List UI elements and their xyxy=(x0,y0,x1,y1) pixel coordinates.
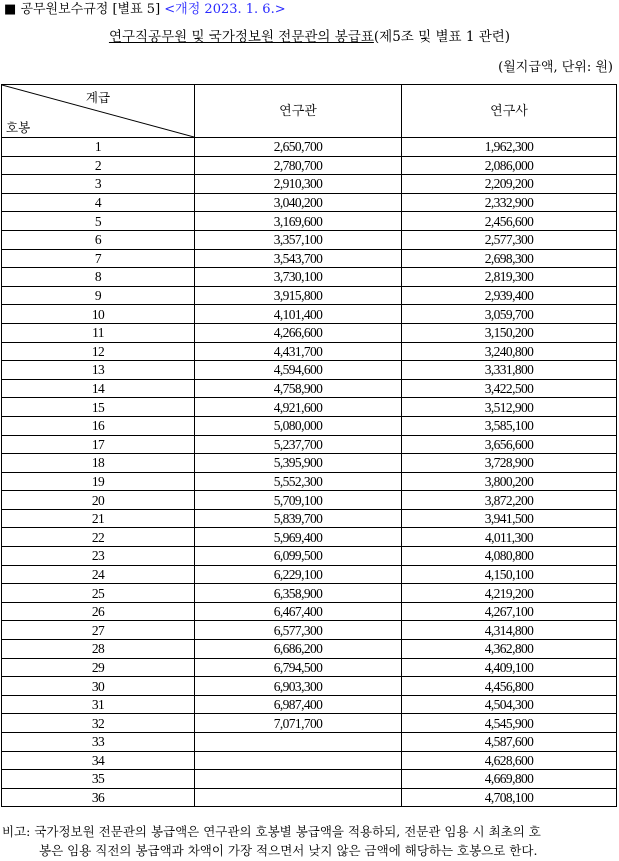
researcher-salary-cell: 3,512,900 xyxy=(402,398,617,417)
table-row xyxy=(2,640,617,659)
researcher-salary-cell: 3,728,900 xyxy=(402,454,617,473)
table-header-row xyxy=(2,85,617,138)
step-cell: 12 xyxy=(2,342,195,361)
senior-researcher-salary-cell: 5,552,300 xyxy=(195,472,402,491)
column-header-researcher-senior: 연구관 xyxy=(195,85,402,138)
senior-researcher-salary-cell: 3,915,800 xyxy=(195,286,402,305)
step-cell: 14 xyxy=(2,379,195,398)
researcher-salary-cell: 3,656,600 xyxy=(402,435,617,454)
step-cell: 1 xyxy=(2,138,195,157)
table-row xyxy=(2,472,617,491)
table-row xyxy=(2,621,617,640)
corner-header-cell xyxy=(2,85,195,138)
table-row xyxy=(2,342,617,361)
unit-label: (월지급액, 단위: 원) xyxy=(498,60,613,75)
salary-table xyxy=(1,84,617,807)
grade-header-label: 계급 xyxy=(85,90,111,105)
table-row xyxy=(2,435,617,454)
senior-researcher-salary-cell: 6,358,900 xyxy=(195,584,402,603)
step-cell: 13 xyxy=(2,361,195,380)
senior-researcher-salary-cell: 6,903,300 xyxy=(195,677,402,696)
table-row xyxy=(2,156,617,175)
researcher-salary-cell: 3,331,800 xyxy=(402,361,617,380)
researcher-salary-cell: 2,086,000 xyxy=(402,156,617,175)
table-row xyxy=(2,286,617,305)
step-cell: 18 xyxy=(2,454,195,473)
senior-researcher-salary-cell: 7,071,700 xyxy=(195,714,402,733)
step-cell: 15 xyxy=(2,398,195,417)
step-cell: 36 xyxy=(2,788,195,807)
senior-researcher-salary-cell: 4,921,600 xyxy=(195,398,402,417)
step-cell: 22 xyxy=(2,528,195,547)
step-cell: 17 xyxy=(2,435,195,454)
senior-researcher-salary-cell: 4,431,700 xyxy=(195,342,402,361)
senior-researcher-salary-cell: 2,910,300 xyxy=(195,175,402,194)
researcher-salary-cell: 4,219,200 xyxy=(402,584,617,603)
senior-researcher-salary-cell: 6,099,500 xyxy=(195,547,402,566)
table-row xyxy=(2,323,617,342)
researcher-salary-cell: 4,504,300 xyxy=(402,695,617,714)
salary-table-body xyxy=(2,85,617,807)
researcher-salary-cell: 2,939,400 xyxy=(402,286,617,305)
senior-researcher-salary-cell xyxy=(195,751,402,770)
senior-researcher-salary-cell: 6,987,400 xyxy=(195,695,402,714)
researcher-salary-cell: 3,872,200 xyxy=(402,491,617,510)
senior-researcher-salary-cell: 4,266,600 xyxy=(195,323,402,342)
table-row xyxy=(2,509,617,528)
step-cell: 25 xyxy=(2,584,195,603)
researcher-salary-cell: 1,962,300 xyxy=(402,138,617,157)
step-cell: 4 xyxy=(2,193,195,212)
senior-researcher-salary-cell: 5,709,100 xyxy=(195,491,402,510)
table-row xyxy=(2,249,617,268)
title-main: 연구직공무원 및 국가정보원 전문관의 봉급표 xyxy=(108,29,374,45)
researcher-salary-cell: 2,456,600 xyxy=(402,212,617,231)
table-row xyxy=(2,398,617,417)
step-cell: 16 xyxy=(2,416,195,435)
table-row xyxy=(2,714,617,733)
researcher-salary-cell: 3,422,500 xyxy=(402,379,617,398)
table-row xyxy=(2,305,617,324)
senior-researcher-salary-cell: 5,839,700 xyxy=(195,509,402,528)
senior-researcher-salary-cell: 4,594,600 xyxy=(195,361,402,380)
senior-researcher-salary-cell: 5,395,900 xyxy=(195,454,402,473)
table-row xyxy=(2,416,617,435)
researcher-salary-cell: 4,545,900 xyxy=(402,714,617,733)
senior-researcher-salary-cell: 3,730,100 xyxy=(195,268,402,287)
researcher-salary-cell: 2,209,200 xyxy=(402,175,617,194)
document-header xyxy=(4,2,286,18)
senior-researcher-salary-cell: 2,650,700 xyxy=(195,138,402,157)
table-row xyxy=(2,733,617,752)
senior-researcher-salary-cell: 6,577,300 xyxy=(195,621,402,640)
senior-researcher-salary-cell: 6,686,200 xyxy=(195,640,402,659)
table-row xyxy=(2,658,617,677)
senior-researcher-salary-cell: 5,080,000 xyxy=(195,416,402,435)
step-cell: 31 xyxy=(2,695,195,714)
table-row xyxy=(2,677,617,696)
step-cell: 23 xyxy=(2,547,195,566)
regulation-reference: 공무원보수규정 [별표 5] xyxy=(20,2,161,17)
researcher-salary-cell: 3,941,500 xyxy=(402,509,617,528)
researcher-salary-cell: 3,800,200 xyxy=(402,472,617,491)
amendment-link[interactable]: <개정 2023. 1. 6.> xyxy=(164,2,286,17)
step-header-label: 호봉 xyxy=(6,120,31,135)
step-cell: 21 xyxy=(2,509,195,528)
researcher-salary-cell: 4,150,100 xyxy=(402,565,617,584)
table-row xyxy=(2,528,617,547)
researcher-salary-cell: 3,585,100 xyxy=(402,416,617,435)
step-cell: 27 xyxy=(2,621,195,640)
researcher-salary-cell: 3,059,700 xyxy=(402,305,617,324)
step-cell: 11 xyxy=(2,323,195,342)
step-cell: 33 xyxy=(2,733,195,752)
step-cell: 29 xyxy=(2,658,195,677)
step-cell: 7 xyxy=(2,249,195,268)
table-row xyxy=(2,695,617,714)
step-cell: 8 xyxy=(2,268,195,287)
researcher-salary-cell: 2,332,900 xyxy=(402,193,617,212)
senior-researcher-salary-cell: 3,357,100 xyxy=(195,230,402,249)
researcher-salary-cell: 4,456,800 xyxy=(402,677,617,696)
senior-researcher-salary-cell: 6,467,400 xyxy=(195,602,402,621)
step-cell: 5 xyxy=(2,212,195,231)
title-suffix: (제5조 및 별표 1 관련) xyxy=(373,29,511,45)
step-cell: 20 xyxy=(2,491,195,510)
column-header-researcher: 연구사 xyxy=(402,85,617,138)
table-row xyxy=(2,379,617,398)
step-cell: 26 xyxy=(2,602,195,621)
researcher-salary-cell: 2,577,300 xyxy=(402,230,617,249)
senior-researcher-salary-cell: 6,794,500 xyxy=(195,658,402,677)
researcher-salary-cell: 4,708,100 xyxy=(402,788,617,807)
senior-researcher-salary-cell xyxy=(195,788,402,807)
table-row xyxy=(2,751,617,770)
senior-researcher-salary-cell: 4,758,900 xyxy=(195,379,402,398)
table-row xyxy=(2,230,617,249)
researcher-salary-cell: 2,698,300 xyxy=(402,249,617,268)
table-row xyxy=(2,788,617,807)
senior-researcher-salary-cell: 3,543,700 xyxy=(195,249,402,268)
table-row xyxy=(2,193,617,212)
step-cell: 32 xyxy=(2,714,195,733)
researcher-salary-cell: 4,628,600 xyxy=(402,751,617,770)
table-row xyxy=(2,547,617,566)
step-cell: 35 xyxy=(2,770,195,789)
senior-researcher-salary-cell: 4,101,400 xyxy=(195,305,402,324)
senior-researcher-salary-cell xyxy=(195,770,402,789)
researcher-salary-cell: 3,150,200 xyxy=(402,323,617,342)
senior-researcher-salary-cell: 3,169,600 xyxy=(195,212,402,231)
footnote xyxy=(2,822,614,860)
table-row xyxy=(2,770,617,789)
researcher-salary-cell: 4,409,100 xyxy=(402,658,617,677)
researcher-salary-cell: 2,819,300 xyxy=(402,268,617,287)
table-row xyxy=(2,584,617,603)
step-cell: 28 xyxy=(2,640,195,659)
step-cell: 24 xyxy=(2,565,195,584)
table-row xyxy=(2,602,617,621)
table-row xyxy=(2,454,617,473)
step-cell: 6 xyxy=(2,230,195,249)
step-cell: 9 xyxy=(2,286,195,305)
researcher-salary-cell: 4,362,800 xyxy=(402,640,617,659)
table-row xyxy=(2,268,617,287)
table-row xyxy=(2,491,617,510)
researcher-salary-cell: 4,080,800 xyxy=(402,547,617,566)
table-row xyxy=(2,361,617,380)
step-cell: 30 xyxy=(2,677,195,696)
footnote-line-2: 봉은 임용 직전의 봉급액과 차액이 가장 적으면서 낮지 않은 금액에 해당하는 호봉으로 한다. xyxy=(39,843,538,858)
table-row xyxy=(2,175,617,194)
senior-researcher-salary-cell: 5,237,700 xyxy=(195,435,402,454)
senior-researcher-salary-cell: 5,969,400 xyxy=(195,528,402,547)
senior-researcher-salary-cell: 2,780,700 xyxy=(195,156,402,175)
step-cell: 3 xyxy=(2,175,195,194)
table-row xyxy=(2,138,617,157)
senior-researcher-salary-cell: 3,040,200 xyxy=(195,193,402,212)
researcher-salary-cell: 4,267,100 xyxy=(402,602,617,621)
table-row xyxy=(2,565,617,584)
page-title xyxy=(0,28,619,46)
step-cell: 2 xyxy=(2,156,195,175)
researcher-salary-cell: 3,240,800 xyxy=(402,342,617,361)
step-cell: 34 xyxy=(2,751,195,770)
senior-researcher-salary-cell: 6,229,100 xyxy=(195,565,402,584)
step-cell: 10 xyxy=(2,305,195,324)
researcher-salary-cell: 4,011,300 xyxy=(402,528,617,547)
researcher-salary-cell: 4,314,800 xyxy=(402,621,617,640)
senior-researcher-salary-cell xyxy=(195,733,402,752)
step-cell: 19 xyxy=(2,472,195,491)
researcher-salary-cell: 4,669,800 xyxy=(402,770,617,789)
researcher-salary-cell: 4,587,600 xyxy=(402,733,617,752)
square-bullet-icon: ■ xyxy=(4,2,17,17)
table-row xyxy=(2,212,617,231)
footnote-line-1: 비고: 국가정보원 전문관의 봉급액은 연구관의 호봉별 봉급액을 적용하되, 전문관 임용 시 최초의 호 xyxy=(2,824,541,839)
